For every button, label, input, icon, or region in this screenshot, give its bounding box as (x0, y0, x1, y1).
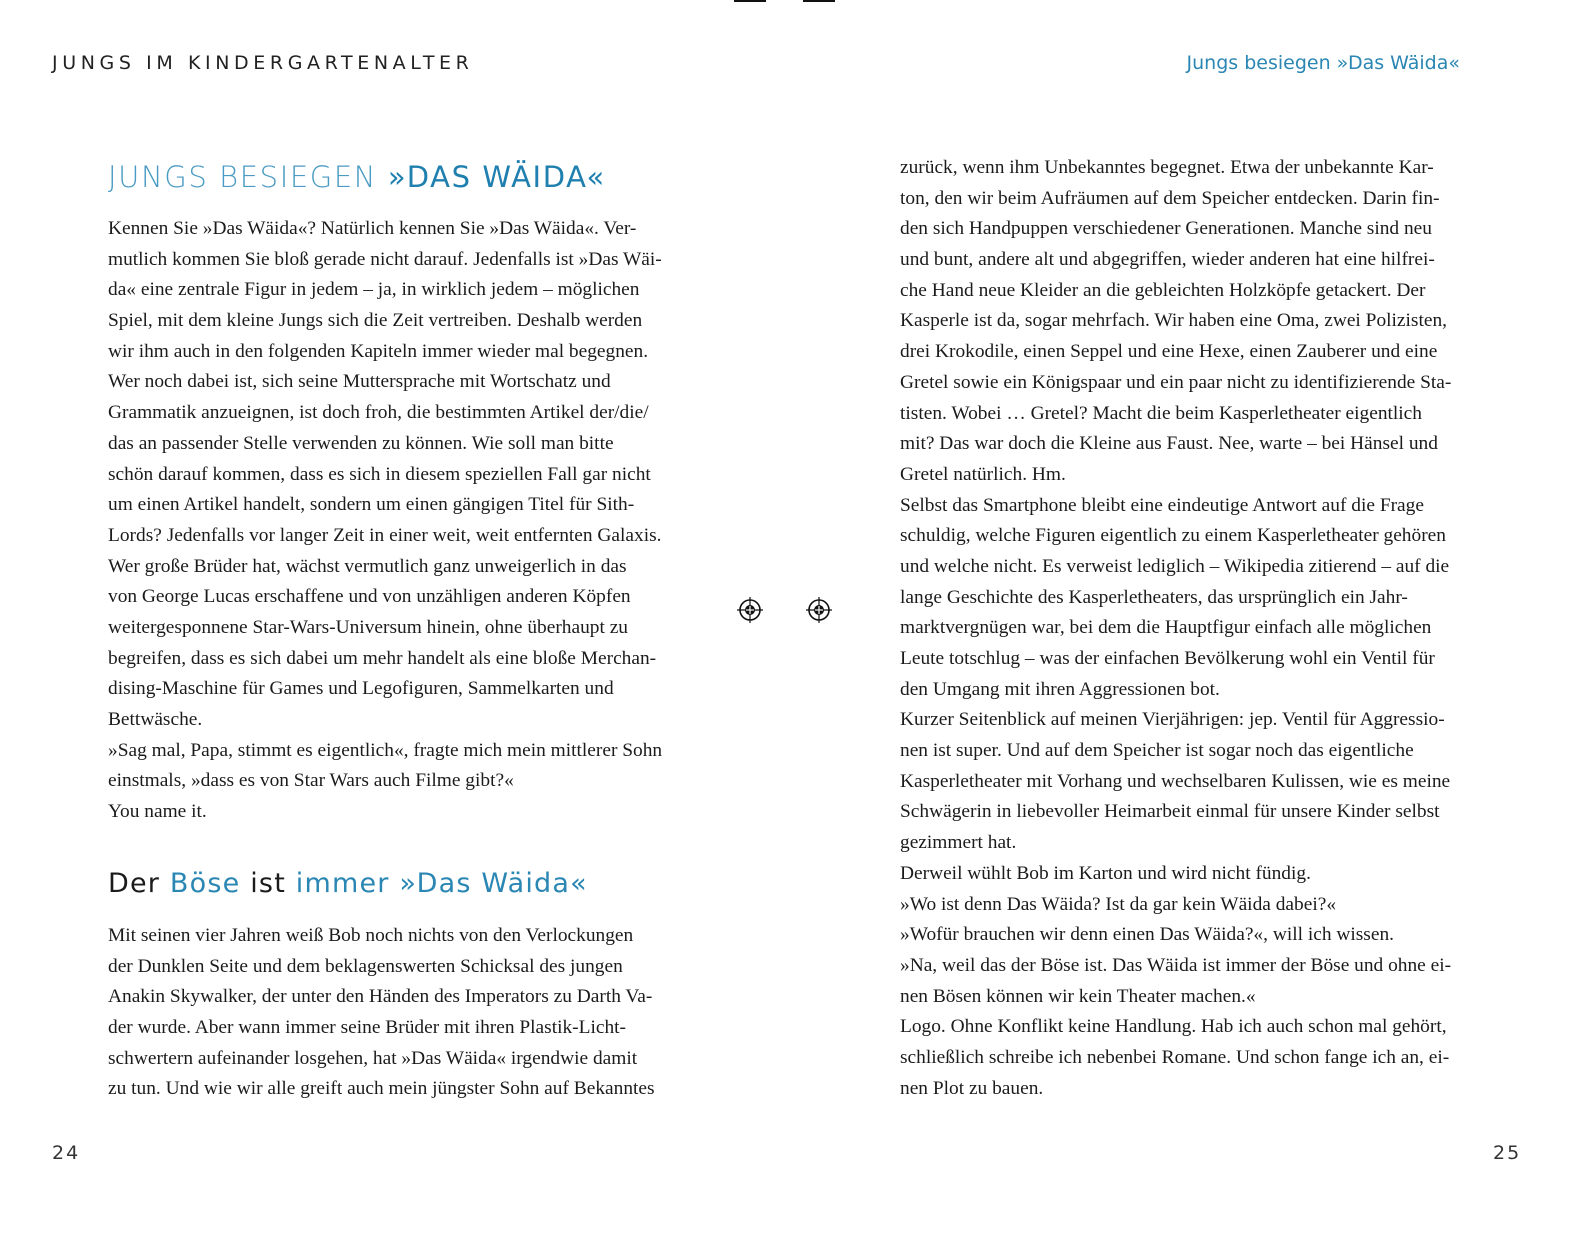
running-header-right: Jungs besiegen »Das Wäida« (1186, 52, 1460, 74)
text-line: dising-Maschine für Games und Legofiguren, Sammelkarten und (108, 678, 614, 700)
section-subheading (108, 868, 588, 899)
text-line: den Umgang mit ihren Aggressionen bot. (900, 678, 1220, 700)
text-line: marktvergnügen war, bei dem die Hauptfigur einfach alle möglichen (900, 617, 1432, 639)
text-line: einstmals, »dass es von Star Wars auch Filme gibt?« (108, 770, 514, 792)
crosshair-registration-icon (806, 597, 832, 623)
text-line: und welche nicht. Es verweist lediglich – Wikipedia zitierend – auf die (900, 555, 1450, 577)
text-line: Schwägerin in liebevoller Heimarbeit einmal für unsere Kinder selbst (900, 801, 1440, 823)
text-line: zu tun. Und wie wir alle greift auch mein jüngster Sohn auf Bekanntes (108, 1078, 655, 1100)
page-number-left: 24 (52, 1142, 81, 1164)
text-line: Kasperletheater mit Vorhang und wechselbaren Kulissen, wie es meine (900, 770, 1451, 792)
text-line: ton, den wir beim Aufräumen auf dem Speicher entdecken. Darin fin- (900, 187, 1440, 209)
text-line: schwertern aufeinander losgehen, hat »Das Wäida« irgendwie damit (108, 1047, 638, 1069)
text-line: Kurzer Seitenblick auf meinen Vierjährigen: jep. Ventil für Aggressio- (900, 709, 1445, 731)
text-line: »Wo ist denn Das Wäida? Ist da gar kein Wäida dabei?« (900, 893, 1337, 915)
text-line: Derweil wühlt Bob im Karton und wird nicht fündig. (900, 862, 1311, 884)
right-column-text (900, 153, 1470, 1104)
text-line: Gretel sowie ein Königspaar und ein paar nicht zu identifizierende Sta- (900, 371, 1452, 393)
chapter-title (108, 160, 606, 194)
text-line: der Dunklen Seite und dem beklagenswerten Schicksal des jungen (108, 955, 623, 977)
text-line: Spiel, mit dem kleine Jungs sich die Zeit vertreiben. Deshalb werden (108, 310, 643, 332)
text-line: da« eine zentrale Figur in jedem – ja, in wirklich jedem – möglichen (108, 279, 640, 301)
crop-mark-right (803, 0, 835, 2)
text-line: weitergesponnene Star-Wars-Universum hinein, ohne überhaupt zu (108, 616, 629, 638)
text-line: Wer große Brüder hat, wächst vermutlich ganz unweigerlich in das (108, 555, 627, 577)
text-line: wir ihm auch in den folgenden Kapiteln immer wieder mal begegnen. (108, 340, 649, 362)
subheading-word-immer: immer »Das Wäida« (295, 868, 588, 899)
subheading-word-der: Der (108, 868, 161, 899)
crosshair-registration-icon (737, 597, 763, 623)
text-line: lange Geschichte des Kasperletheaters, das ursprünglich ein Jahr- (900, 586, 1408, 608)
text-line: »Na, weil das der Böse ist. Das Wäida ist immer der Böse und ohne ei- (900, 954, 1452, 976)
text-line: und bunt, andere alt und abgegriffen, wieder anderen hat eine hilfrei- (900, 249, 1435, 271)
text-line: tisten. Wobei … Gretel? Macht die beim Kasperletheater eigentlich (900, 402, 1422, 424)
text-line: Selbst das Smartphone bleibt eine eindeutige Antwort auf die Frage (900, 494, 1424, 516)
chapter-title-part2: »DAS WÄIDA« (387, 160, 606, 194)
text-line: »Wofür brauchen wir denn einen Das Wäida?«, will ich wissen. (900, 924, 1395, 946)
text-line: drei Krokodile, einen Seppel und eine Hexe, einen Zauberer und eine (900, 341, 1438, 363)
running-header-left: JUNGS IM KINDERGARTENALTER (52, 52, 474, 74)
subheading-word-ist: ist (250, 868, 286, 899)
text-line: Mit seinen vier Jahren weiß Bob noch nichts von den Verlockungen (108, 925, 634, 946)
left-column-text-2 (108, 921, 678, 1105)
text-line: den sich Handpuppen verschiedener Generationen. Manche sind neu (900, 218, 1432, 240)
text-line: nen Bösen können wir kein Theater machen.« (900, 985, 1256, 1007)
text-line: Leute totschlug – was der einfachen Bevölkerung wohl ein Ventil für (900, 648, 1435, 669)
text-line: mit? Das war doch die Kleine aus Faust. Nee, warte – bei Hänsel und (900, 433, 1438, 455)
text-line: von George Lucas erschaffene und von unzähligen anderen Köpfen (108, 586, 631, 608)
subheading-word-boese: Böse (169, 868, 241, 899)
text-line: schuldig, welche Figuren eigentlich zu einem Kasperletheater gehören (900, 525, 1446, 547)
chapter-title-part1: JUNGS BESIEGEN (108, 160, 378, 194)
crop-mark-left (734, 0, 766, 2)
text-line: schön darauf kommen, dass es sich in diesem speziellen Fall gar nicht (108, 463, 651, 485)
text-line: der wurde. Aber wann immer seine Brüder mit ihren Plastik-Licht- (108, 1017, 627, 1039)
text-line: um einen Artikel handelt, sondern um einen gängigen Titel für Sith- (108, 494, 635, 516)
left-column-text (108, 214, 678, 828)
text-line: das an passender Stelle verwenden zu können. Wie soll man bitte (108, 432, 614, 454)
text-line: Kasperle ist da, sogar mehrfach. Wir haben eine Oma, zwei Polizisten, (900, 310, 1447, 332)
text-line: gezimmert hat. (900, 832, 1017, 854)
text-line: Kennen Sie »Das Wäida«? Natürlich kennen Sie »Das Wäida«. Ver- (108, 218, 637, 239)
text-line: Wer noch dabei ist, sich seine Muttersprache mit Wortschatz und (108, 371, 611, 393)
text-line: begreifen, dass es sich dabei um mehr handelt als eine bloße Merchan- (108, 647, 657, 669)
text-line: schließlich schreibe ich nebenbei Romane. Und schon fange ich an, ei- (900, 1046, 1450, 1068)
page-number-right: 25 (1493, 1142, 1522, 1164)
text-line: Anakin Skywalker, der unter den Händen des Imperators zu Darth Va- (108, 986, 653, 1008)
text-line: zurück, wenn ihm Unbekanntes begegnet. Etwa der unbekannte Kar- (900, 157, 1434, 178)
text-line: Logo. Ohne Konflikt keine Handlung. Hab ich auch schon mal gehört, (900, 1016, 1447, 1038)
text-line: mutlich kommen Sie bloß gerade nicht darauf. Jedenfalls ist »Das Wäi- (108, 248, 662, 270)
text-line: che Hand neue Kleider an die gebleichten Holzköpfe getackert. Der (900, 279, 1426, 301)
text-line: You name it. (108, 801, 207, 823)
text-line: Gretel natürlich. Hm. (900, 463, 1066, 485)
text-line: Bettwäsche. (108, 709, 203, 730)
text-line: nen ist super. Und auf dem Speicher ist sogar noch das eigentliche (900, 740, 1414, 762)
text-line: »Sag mal, Papa, stimmt es eigentlich«, fragte mich mein mittlerer Sohn (108, 739, 663, 761)
text-line: nen Plot zu bauen. (900, 1077, 1044, 1099)
text-line: Lords? Jedenfalls vor langer Zeit in einer weit, weit entfernten Galaxis. (108, 524, 662, 546)
text-line: Grammatik anzueignen, ist doch froh, die bestimmten Artikel der/die/ (108, 402, 649, 424)
